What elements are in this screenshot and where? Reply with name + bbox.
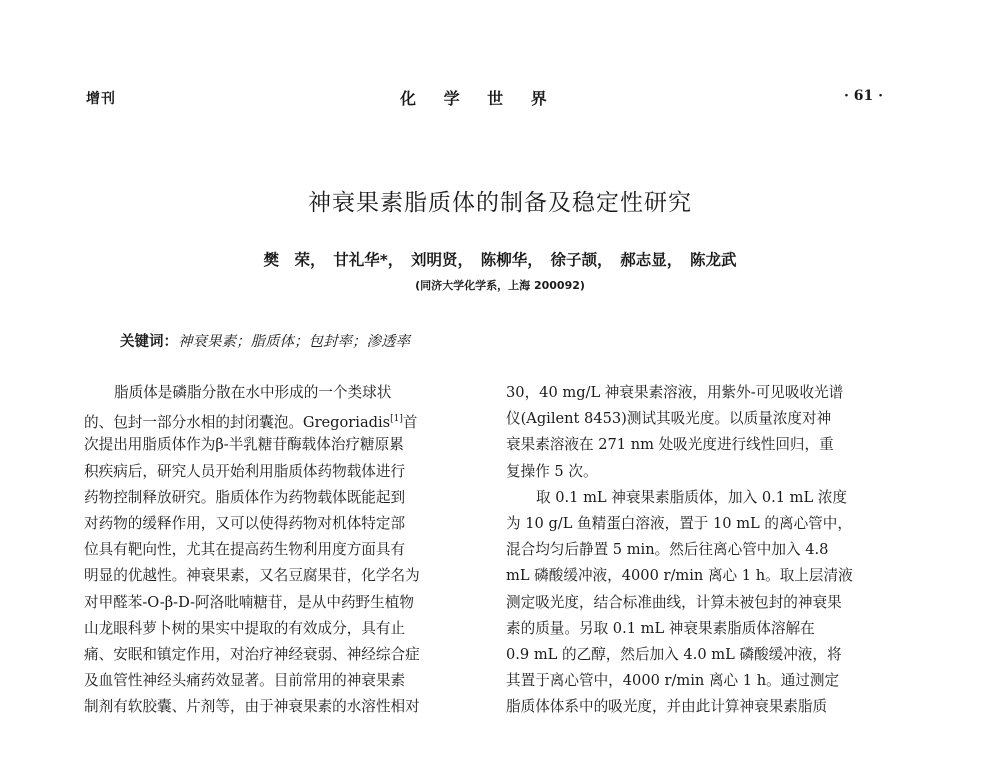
body-line: 取 0.1 mL 神衰果素脂质体，加入 0.1 mL 浓度: [536, 488, 848, 506]
body-line: 痛、安眠和镇定作用，对治疗神经衰弱、神经综合症: [84, 645, 420, 663]
citation-marker: [1]: [390, 414, 403, 425]
body-line: 衰果素溶液在 271 nm 处吸光度进行线性回归，重: [506, 436, 834, 454]
body-line: 0.9 mL 的乙醇，然后加入 4.0 mL 磷酸缓冲液，将: [506, 645, 842, 663]
author-affiliation: (同济大学化学系，上海 200092): [415, 279, 585, 292]
body-column-right: [506, 380, 908, 720]
body-line: 混合均匀后静置 5 min。然后往离心管中加入 4.8: [506, 541, 829, 559]
body-line: 积疾病后，研究人员开始利用脂质体药物载体进行: [84, 462, 406, 480]
keywords: [120, 330, 410, 351]
body-line: 复操作 5 次。: [506, 462, 598, 480]
body-line: 制剂有软胶囊、片剂等，由于神衰果素的水溶性相对: [84, 698, 420, 716]
running-header-journal: 化 学 世 界: [400, 89, 547, 108]
body-column-left: [84, 380, 486, 720]
body-line-text: 的、包封一部分水相的封闭囊泡。Gregoriadis: [84, 414, 391, 432]
body-line: 脂质体体系中的吸光度，并由此计算神衰果素脂质: [506, 698, 828, 716]
body-line: 素的质量。另取 0.1 mL 神衰果素脂质体溶解在: [506, 619, 815, 637]
body-line: 对药物的缓释作用，又可以使得药物对机体特定部: [84, 514, 406, 532]
article-title: 神衰果素脂质体的制备及稳定性研究: [308, 190, 692, 216]
keywords-label: 关键词：: [120, 334, 178, 350]
page-number: · 61 ·: [844, 88, 883, 104]
body-line: 为 10 g/L 鱼精蛋白溶液，置于 10 mL 的离心管中，: [506, 514, 852, 532]
body-line: 山龙眼科萝卜树的果实中提取的有效成分，具有止: [84, 619, 406, 637]
body-line: mL 磷酸缓冲液，4000 r/min 离心 1 h。取上层清液: [506, 567, 853, 585]
body-line: 测定吸光度，结合标准曲线，计算未被包封的神衰果: [506, 593, 842, 611]
body-line: 位具有靶向性，尤其在提高药生物利用度方面具有: [84, 541, 406, 559]
body-line-tail: 首: [402, 414, 418, 432]
body-line: 及血管性神经头痛药效显著。目前常用的神衰果素: [84, 672, 406, 690]
body-line: 对甲醛苯-O-β-D-阿洛吡喃糖苷，是从中药野生植物: [84, 593, 414, 611]
body-line: 药物控制释放研究。脂质体作为药物载体既能起到: [84, 488, 406, 506]
body-line: 次提出用脂质体作为β-半乳糖苷酶载体治疗糖原累: [84, 436, 404, 454]
body-line: 仪(Agilent 8453)测试其吸光度。以质量浓度对神: [506, 410, 832, 428]
body-line: 30，40 mg/L 神衰果素溶液，用紫外-可见吸收光谱: [506, 384, 844, 401]
keywords-text: 神衰果素；脂质体；包封率；渗透率: [178, 334, 410, 350]
body-line: [84, 406, 486, 432]
author-list: 樊 荣， 甘礼华*， 刘明贤， 陈柳华， 徐子颉， 郝志显， 陈龙武: [263, 251, 737, 269]
body-line: 其置于离心管中，4000 r/min 离心 1 h。通过测定: [506, 672, 840, 690]
body-line: 脂质体是磷脂分散在水中形成的一个类球状: [114, 384, 392, 401]
body-line: 明显的优越性。神衰果素，又名豆腐果苷，化学名为: [84, 567, 420, 585]
running-header-left: 增刊: [86, 91, 116, 107]
